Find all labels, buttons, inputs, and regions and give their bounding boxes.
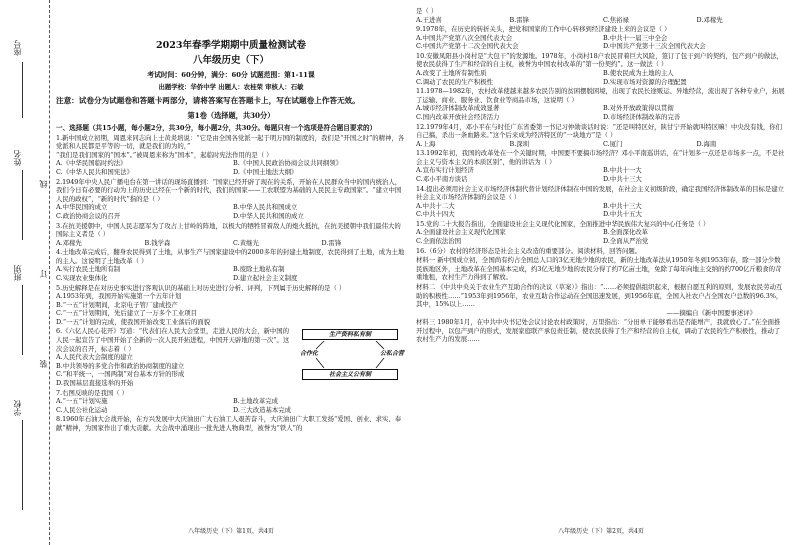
option-B: B.全面深化改革: [603, 228, 649, 237]
option-C: C.焦裕禄: [603, 15, 629, 24]
option-list: [56, 397, 406, 414]
option-B: B.中共十一届三中全会: [603, 33, 668, 42]
option-list: [56, 265, 406, 282]
option-list: [416, 140, 786, 149]
option-D: D.《中国土地法大纲》: [233, 168, 298, 177]
question-stem: 9.1978年，在历史的转折关头，把党和国家的工作中心转移到经济建设上来的会议是（ ）: [416, 25, 671, 34]
option-list: [416, 104, 786, 121]
option-A: A.中华民国的成立: [56, 203, 108, 212]
question-stem: 16.（6分）农村的经济形态是社会主义改造的重要部分。阅读材料，回答问题。: [416, 246, 642, 255]
option-B: B.钱学森: [144, 238, 171, 247]
option-B: B.中共十一大: [603, 166, 642, 175]
binding-line-seat: [22, 62, 23, 118]
question-item: [56, 415, 406, 432]
option-D: D.中共十三大: [603, 174, 642, 183]
option-D: D.雷锋: [321, 238, 342, 247]
option-A: A.实行农民土地所有制: [56, 265, 121, 274]
option-D: D.三大改造基本完成: [233, 405, 292, 414]
option-C: C.中国共产党第十二次全国代表大会: [416, 42, 519, 51]
option-list: [56, 159, 406, 176]
option-C: C.邓小平南方谈话: [416, 174, 468, 183]
option-list: [416, 202, 786, 219]
option-A: A.宣布实行计划经济: [416, 166, 474, 175]
option-B: B.中共领导的多党合作和政治协商制度的建立: [56, 361, 185, 370]
option-B: B.使农民成为土地的主人: [603, 69, 674, 78]
material-source: ——摘编自《新中国要事述评》: [666, 308, 756, 317]
option-C: C.黄继光: [233, 238, 259, 247]
option-A: A.全面建设社会主义现代化国家: [416, 228, 506, 237]
option-D: D.中共十五大: [603, 210, 642, 219]
option-D: D.全面从严治党: [603, 237, 649, 246]
question-stem: 13.1992年初，我国的改革处在一个关键时期，中国要不要搞市场经济？邓小平南巡讲话，在“计划多一点还是市场多一点，不是社会主义与资本主义的本质区别”，他的讲话为（ ）: [416, 149, 785, 166]
question-item: [56, 327, 406, 387]
transformation-diagram: [294, 329, 406, 385]
option-list: [416, 228, 786, 245]
question-item: [416, 25, 786, 51]
material-1: 材料一 新中国成立初，全国尚有约占全国总人口的3亿无地少地的农民，新的土地改革法从1950年冬到1953年春，除一部分少数民族地区外，土地改革在全国基本完成，约3亿无地少地的农民分得了约7亿亩土地，免除了每年向地主交纳的约700亿斤粮食的苛重地租，农村生产力得到了解放。: [416, 256, 782, 282]
option-B: B.深圳: [509, 139, 530, 148]
option-A: A.城市经济体制改革成效显著: [416, 104, 500, 113]
option-A: A.“一五”计划实施: [56, 397, 108, 406]
option-C: C.调动了农民的生产积极性: [416, 77, 493, 86]
option-D: D.实现市场对资源的合理配置: [603, 77, 687, 86]
option-D: D.市场经济体制改革的完善: [603, 112, 681, 121]
option-B: B.“一五”计划期间，北京电子管厂建成投产: [56, 300, 178, 309]
binding-label-seat: 座号: [13, 40, 22, 56]
option-list: [56, 203, 406, 220]
option-B: B.中华人民共和国成立: [233, 203, 298, 212]
question-item: [56, 134, 406, 177]
option-D: D.中华人民共和国的成立: [233, 211, 304, 220]
question-stem: 15.党的二十大报告指出，全面建设社会主义现代化国家，全面推进中华民族伟大复兴的中心任务是（ ）: [416, 219, 710, 228]
option-B: B.废除土地私有制: [233, 265, 285, 274]
binding-label-class: 班别: [13, 265, 22, 281]
option-D: D.建立起社会主义制度: [233, 274, 298, 282]
question-stem: 5.历史解释是在对历史事实进行客观认识的基础上对历史进行分析、评判，下列属于历史解释的是（ ）: [56, 283, 346, 292]
diagram-label-bottom: 社会主义公有制: [302, 369, 398, 380]
option-A: A.王进喜: [416, 15, 442, 24]
volume-title: 第1卷（选择题，共30分）: [187, 111, 275, 121]
exam-issuer: 出题学校：华侨中学 出题人：农桂荣 审核人：石敏: [158, 82, 304, 91]
option-A: A.中国共产党第八次全国代表大会: [416, 33, 513, 42]
option-C: C.实现农业集体化: [56, 274, 108, 282]
question-stem: 是（ ）: [416, 7, 438, 15]
option-A: A.邓稼先: [56, 238, 82, 247]
question-item: [56, 248, 406, 282]
question-item: [416, 52, 786, 86]
diagram-label-top: 生产资料私有制: [302, 329, 398, 340]
seam-char-bind: 订: [39, 270, 48, 278]
option-C: C.全面依法治国: [416, 237, 462, 246]
option-D: D.海南: [696, 139, 717, 148]
diagram-label-right: 公私合营: [379, 350, 404, 358]
question-list-left: [56, 134, 406, 433]
option-D: D.“一五”计划的完成，使我国开始改变工业落后的面貌: [56, 317, 211, 326]
binding-label-school: 学校: [13, 400, 22, 416]
option-B: B.雷锋: [509, 15, 530, 24]
section-title: 一、选择题（共15小题，每小题2分，共30分，每小题2分，共30分。每题只有一个选项是符合题目要求的）: [56, 123, 377, 132]
question-stem: 4.土地改革完成后，翻身农民得到了土地，从事生产与国家建设中的2000多年的封建土地制度，农民得到了土地，成为土地的主人。这说明了土地改革（ ）: [56, 248, 405, 265]
option-list: [416, 69, 786, 86]
question-item: [56, 284, 406, 327]
question-item: [416, 123, 786, 149]
option-list: [416, 16, 786, 25]
option-C: C.《中华人民共和国宪法》: [56, 168, 133, 177]
option-A: A.中共十二大: [416, 201, 455, 210]
material-3: 材料三 1980年1月，在中共中央书记处会议讨论农村政策时，万里指出：“分田单干能够看出是否能增产，我就放心了。”在全面推开过程中，以包产到户的形式，发展家庭联产承包责任制，使农民获得了生产和经营的自主权，调动了农民的生产积极性，推动了农村生产力的发展……: [416, 318, 781, 344]
question-item: [416, 220, 786, 246]
page-footer-left: 八年级历史（下）第1页，共4页: [188, 527, 274, 535]
question-item: [56, 178, 406, 221]
binding-label-name: 姓名: [13, 150, 22, 166]
option-C: C.人民公社化运动: [56, 405, 108, 414]
question-item: [416, 87, 786, 121]
question-stem: 2.1949年中央人民广播电台在第一讲话的现场直播到：“国家已经开辟了现在的关系，开始在人民群众当中的国内统治人，我们今日有必要的行动为上的历史已经在一个新的时代，我们的国家——工农联盟为基础的人民民主专政国家”。“建立中国人民的政权”，“新的时代”指的是（ ）: [56, 177, 402, 203]
question-16: [416, 247, 786, 344]
binding-line-school: [22, 420, 23, 510]
option-B: B.《中国人民政治协商会议共同纲领》: [233, 159, 342, 168]
option-A: A.1953年到，我国开始实施第一个五年计划: [56, 292, 182, 301]
material-2: 材料二 《中共中央关于农业生产互助合作的决议（草案）》指出：“……必须提倡组织起来，根据自愿互利的原则，发展农民劳动互助的积极性……”1953年到1956年，农业互助合作运动在全国迅速发展，到1956年底，全国入社农户占全国农户总数的96.3%，其中，15%以上……: [416, 282, 783, 309]
question-stem: 6.《六亿人民心花开》写道：“代表们在人民大会堂里，走进人民的大会，新中国的人民一起宣告了中国开始了全新的一次人民开拓进程，中国开天辟地的第一次”。这次会议的召开，标志着（ ）: [56, 327, 290, 353]
exam-page-left: [56, 6, 406, 536]
option-D: D.我国基层直接选举的开始: [56, 378, 134, 387]
exam-page-right: [416, 6, 786, 536]
question-stem: 3.在抗美援朝中，中国人民志愿军为了攻占上甘岭的阵地，以极大的牺牲冒着敌人的炮火抵抗，在抗美援朝中我们最伟大的国际主义者是（ ）: [56, 221, 401, 239]
option-A: A.上海: [416, 139, 436, 148]
option-B: B.土地改革完成: [233, 397, 279, 406]
seam-char-install: 装: [39, 360, 48, 368]
option-A: A.人民代表大会制度的建立: [56, 353, 133, 362]
page-footer-right: 八年级历史（下）第2页，共4页: [558, 527, 644, 535]
option-list: [56, 353, 290, 387]
exam-info: 考试时间：60分钟，满分：60分 试题范围：第1-11课: [147, 71, 315, 80]
question-item: [56, 222, 406, 248]
option-list: [56, 292, 406, 326]
option-D: D.中国共产党第十三次全国代表大会: [603, 42, 706, 51]
option-D: D.邓稼先: [696, 15, 723, 24]
question-stem: 1.新中国成立初期，周恩来同志向上士黄炎培说：“它是由全国各党派一起于明万国的制度的，我们是“开国之时”的精神，各党派和人民都是平等的一切，就是我们的为的，”: [56, 133, 405, 151]
option-C: C.厦门: [603, 139, 623, 148]
question-item: [416, 185, 786, 219]
option-C: C.中共十四大: [416, 210, 455, 219]
question-stem: 10.安徽凤阳县小岗村是“大包干”的发源地。1978年，小岗村18户农民冒着巨大风险，签订了包干到户的契约，包产到户的做法，使农民获得了生产和经营的自主权，被誉为中国农村改革的“第一份契约”。这一做法（ ）: [416, 51, 784, 69]
option-C: C.“一五”计划期间，先后建立了一万多个工业项目: [56, 309, 198, 318]
option-list: [56, 239, 406, 248]
diagram-label-left: 合作化: [300, 350, 319, 358]
binding-line-class: [22, 285, 23, 355]
question-stem: 8.1960年石油大会战开始，在方兴发展中大庆油田广大石油工人艰苦奋斗，大庆油田广大职工发扬“爱国、创业、求实、奉献”精神，为国家作出了重大贡献。大会战中涌现出一批先进人物典型，被誉为“铁人”的: [56, 415, 402, 432]
option-list: [416, 166, 786, 183]
binding-line-name: [22, 170, 23, 240]
question-item: [56, 389, 406, 415]
option-C: C.国内改革开放社会经济活力: [416, 112, 500, 121]
option-C: C.“和平统一，一国两制”对台基本方针的形成: [56, 370, 185, 379]
question-item: [416, 7, 786, 24]
question-stem: 14.提出必须用社会主义市场经济体制代替计划经济体制在中国的发展，在社会主义初级阶段，确定我国经济体制改革的目标是建立社会主义市场经济体制的会议是（ ）: [416, 184, 785, 202]
binding-margin: [0, 0, 50, 545]
option-B: B.对外开放政策得以贯彻: [603, 104, 674, 113]
question-item: [416, 149, 786, 183]
exam-title: 2023年春季学期期中质量检测试卷: [156, 40, 306, 51]
option-list: [416, 34, 786, 51]
option-C: C.政治协商会议的召开: [56, 211, 121, 220]
question-stem: 12.1979年4月，邓小平在与时任广东省委第一书记习仲勋谈话时说：“还是叫特区好，陕甘宁开始就叫特区嘛！中央没有钱，你们自己搞，杀出一条血路来。”这个后来成为经济特区的“一块地方”是（ ）: [416, 122, 783, 140]
question-list-right: [416, 7, 786, 246]
option-A: A.改变了土地所有制性质: [416, 69, 487, 78]
exam-notice: 注意：试卷分为试题卷和答题卡两部分，请将答案写在答题卡上，写在试题卷上作答无效。: [56, 96, 360, 106]
question-stem: 11.1978—1982年，农村改革使越来越多农民告别的贫困摆脱困境，出现了农民长途贩运、异地经营，流出现了各种专业户，拓展了运输、商业、服务业、饮食业等商品市场，这说明（ ）: [416, 87, 785, 104]
question-stem: 7.右图反映的是我国（ ）: [56, 388, 129, 397]
option-A: A.《中华民国临时约法》: [56, 159, 127, 168]
exam-subtitle: 八年级历史（下）: [192, 54, 269, 66]
option-B: B.中共十三大: [603, 201, 642, 210]
seam-char-line: 线: [39, 180, 48, 188]
question-stem-continued: “我们是我们国家的“国本”。”被周恩来称为“国本”，起临时宪法作用的是（ ）: [56, 150, 273, 159]
